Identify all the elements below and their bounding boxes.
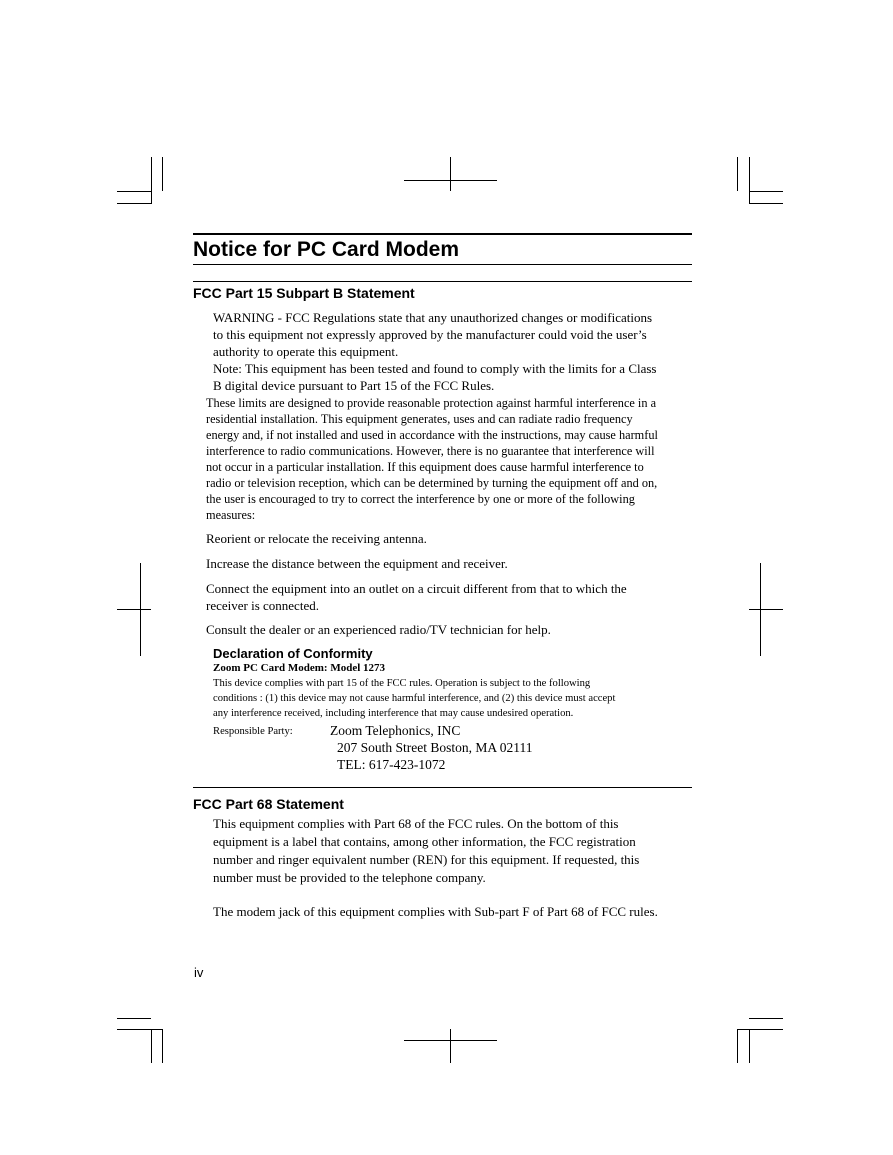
text-line: any interference received, including interference that may cause undesired operation. — [213, 708, 574, 719]
text-line: residential installation. This equipment generates, uses and can radiate radio frequency — [206, 412, 633, 426]
crop-mark — [140, 563, 141, 656]
text-line: interference to radio communications. However, there is no guarantee that interference will — [206, 444, 655, 458]
jack-paragraph: The modem jack of this equipment complies with Sub-part F of Part 68 of FCC rules. — [213, 904, 658, 919]
text-line: WARNING - FCC Regulations state that any unauthorized changes or modifications — [213, 310, 653, 325]
crop-mark — [737, 1029, 738, 1063]
page-number: iv — [194, 965, 204, 980]
crop-mark — [450, 1029, 451, 1063]
crop-mark — [151, 1029, 152, 1063]
measure-item: Increase the distance between the equipment and receiver. — [206, 556, 508, 571]
crop-mark — [749, 1029, 750, 1063]
text-line: Note: This equipment has been tested and found to comply with the limits for a Class — [213, 361, 657, 376]
page-title: Notice for PC Card Modem — [193, 238, 460, 261]
text-line: receiver is connected. — [206, 598, 319, 613]
text-line: This equipment complies with Part 68 of the FCC rules. On the bottom of this — [213, 816, 619, 831]
crop-mark — [162, 1029, 163, 1063]
compliance-paragraph — [213, 676, 615, 721]
text-line: Connect the equipment into an outlet on a circuit different from that to which the — [206, 581, 627, 596]
crop-mark — [450, 157, 451, 191]
company-name: Zoom Telephonics, INC — [330, 723, 461, 738]
text-line: the user is encouraged to try to correct the interference by one or more of the following — [206, 492, 635, 506]
part68-heading: FCC Part 68 Statement — [193, 796, 344, 812]
part15-heading: FCC Part 15 Subpart B Statement — [193, 285, 415, 301]
measure-item — [206, 580, 627, 614]
crop-mark — [117, 1018, 151, 1019]
text-line: These limits are designed to provide reasonable protection against harmful interference in a — [206, 396, 657, 410]
section-rule — [193, 281, 692, 282]
crop-mark — [749, 157, 750, 204]
text-line: conditions : (1) this device may not cause harmful interference, and (2) this device must accept — [213, 693, 616, 704]
conformity-heading: Declaration of Conformity — [213, 646, 373, 661]
crop-mark — [749, 203, 783, 204]
measure-item: Consult the dealer or an experienced radio/TV technician for help. — [206, 622, 551, 637]
text-line: This device complies with part 15 of the FCC rules. Operation is subject to the following — [213, 678, 591, 689]
text-line: energy and, if not installed and used in accordance with the instructions, may cause harmful — [206, 428, 658, 442]
crop-mark — [749, 609, 783, 610]
crop-mark — [162, 157, 163, 191]
text-line: number must be provided to the telephone company. — [213, 870, 486, 885]
text-line: authority to operate this equipment. — [213, 344, 399, 359]
text-line: not occur in a particular installation. If this equipment does cause harmful interference to — [206, 460, 644, 474]
crop-mark — [749, 1018, 783, 1019]
title-top-rule — [193, 233, 692, 235]
text-line: radio or television reception, which can be determined by turning the equipment off and on, — [206, 476, 658, 490]
text-line: measures: — [206, 508, 256, 522]
company-tel: TEL: 617-423-1072 — [337, 757, 446, 772]
responsible-label: Responsible Party: — [213, 726, 293, 737]
part68-paragraph — [213, 815, 639, 887]
limits-paragraph — [206, 395, 658, 523]
crop-mark — [151, 157, 152, 204]
crop-mark — [117, 191, 151, 192]
crop-mark — [737, 1029, 783, 1030]
crop-mark — [749, 191, 783, 192]
text-line: B digital device pursuant to Part 15 of the FCC Rules. — [213, 378, 495, 393]
crop-mark — [117, 609, 151, 610]
warning-paragraph — [213, 309, 652, 360]
company-address: 207 South Street Boston, MA 02111 — [337, 740, 533, 755]
text-line: equipment is a label that contains, among other information, the FCC registration — [213, 834, 636, 849]
crop-mark — [117, 1029, 163, 1030]
text-line: number and ringer equivalent number (REN) for this equipment. If requested, this — [213, 852, 640, 867]
title-bottom-rule — [193, 264, 692, 265]
section-rule — [193, 787, 692, 788]
crop-mark — [760, 563, 761, 656]
crop-mark — [737, 157, 738, 191]
note-paragraph — [213, 360, 657, 394]
text-line: to this equipment not expressly approved by the manufacturer could void the user’s — [213, 327, 647, 342]
crop-mark — [117, 203, 151, 204]
measure-item: Reorient or relocate the receiving antenna. — [206, 531, 427, 546]
model-line: Zoom PC Card Modem: Model 1273 — [213, 662, 386, 674]
